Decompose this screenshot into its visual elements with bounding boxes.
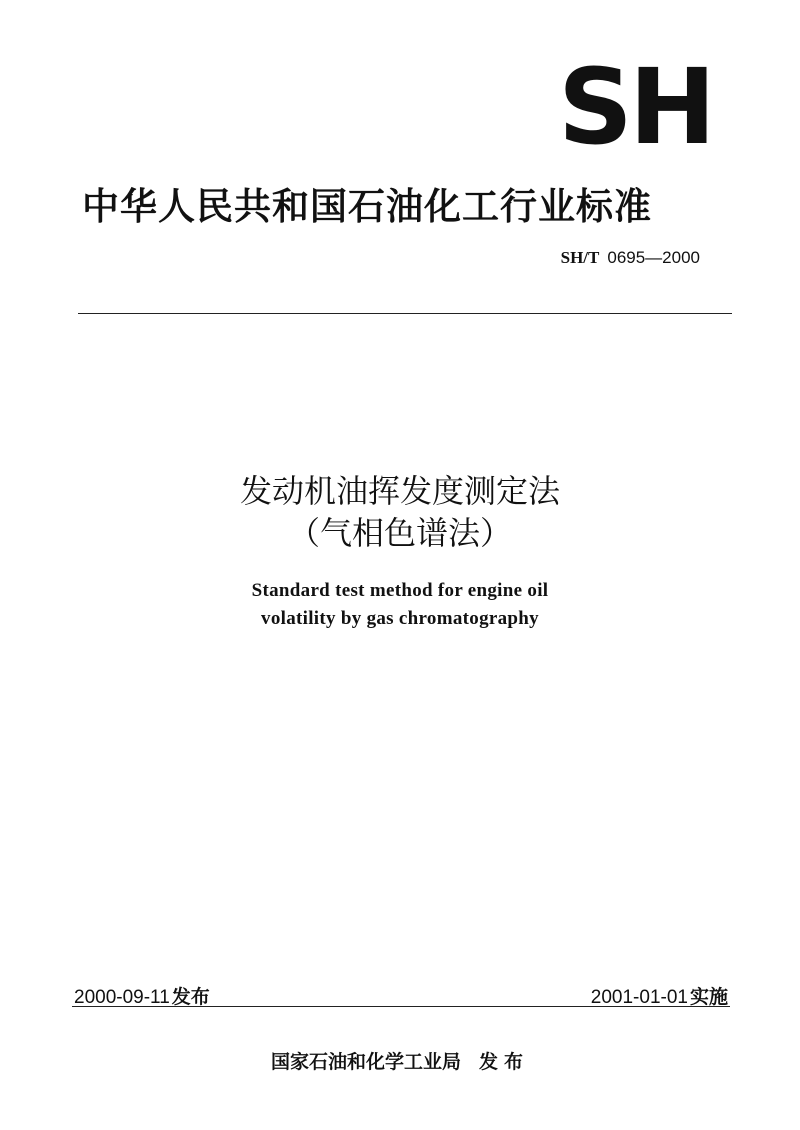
implementation-date-label: 实施 xyxy=(689,986,728,1008)
english-title-line2: volatility by gas chromatography xyxy=(261,608,539,629)
standard-logo: SH xyxy=(558,46,712,168)
standard-prefix: SH/T xyxy=(560,248,600,267)
issue-date xyxy=(74,982,210,1009)
issuer-name: 国家石油和化学工业局 xyxy=(270,1051,461,1073)
english-title-line1: Standard test method for engine oil xyxy=(251,580,549,601)
standard-category-title: 中华人民共和国石油化工行业标准 xyxy=(82,185,652,228)
implementation-date-value: 2001-01-01 xyxy=(590,987,688,1008)
issuer-action: 发布 xyxy=(479,1051,530,1073)
standard-number xyxy=(500,248,700,268)
standard-code: 0695—2000 xyxy=(607,248,700,267)
chinese-title-line1: 发动机油挥发度测定法 xyxy=(239,472,560,510)
issuing-authority xyxy=(0,1047,800,1074)
bottom-divider xyxy=(72,1006,730,1007)
issue-date-label: 发布 xyxy=(171,986,210,1008)
issue-date-value: 2000-09-11 xyxy=(74,987,170,1008)
chinese-title-line2: （气相色谱法） xyxy=(287,514,512,552)
implementation-date xyxy=(591,982,728,1009)
top-divider xyxy=(78,313,732,314)
